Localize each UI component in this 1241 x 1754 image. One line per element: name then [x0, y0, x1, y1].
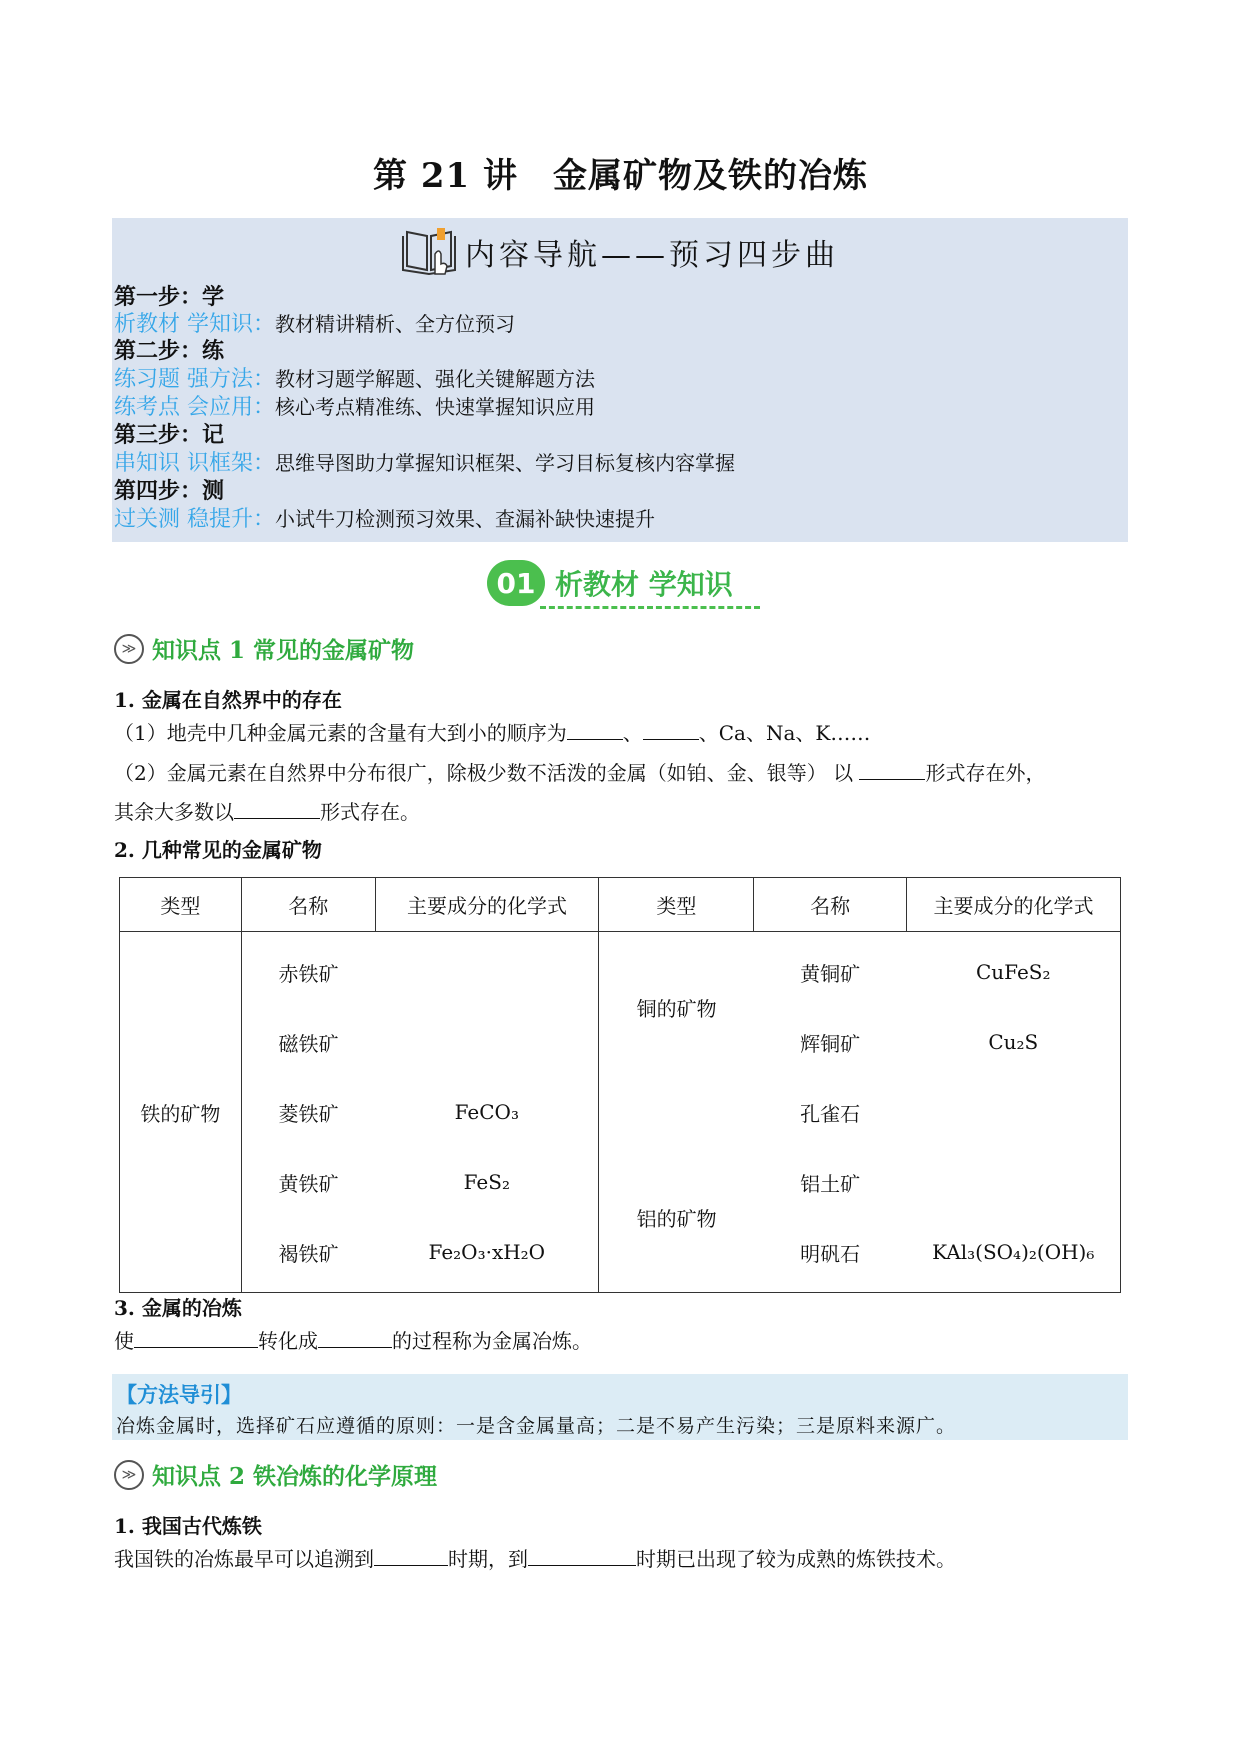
iron-formulas-cell: FeCO₃ FeS₂ Fe₂O₃·xH₂O — [375, 932, 599, 1293]
page-title: 第 21 讲 金属矿物及铁的冶炼 — [373, 156, 868, 196]
question-3: 使 转化成 的过程称为金属冶炼。 — [114, 1324, 592, 1358]
answer-blank[interactable] — [234, 796, 320, 819]
table-header-row — [120, 878, 1121, 932]
answer-blank[interactable] — [567, 717, 623, 740]
table-header-cell: 类型 — [120, 878, 242, 932]
minerals-table — [119, 877, 1121, 1293]
book-icon — [401, 224, 459, 280]
nav-heading — [112, 222, 1128, 282]
answer-blank[interactable] — [643, 717, 699, 740]
answer-blank[interactable] — [374, 1543, 448, 1566]
right-names-cell: 黄铜矿 辉铜矿 孔雀石 铝土矿 明矾石 — [754, 932, 907, 1293]
answer-blank[interactable] — [134, 1325, 258, 1348]
knowledge-point-1-title: 知识点 1 常见的金属矿物 — [152, 637, 415, 664]
answer-blank[interactable] — [528, 1543, 636, 1566]
heading-smelting: 3. 金属的冶炼 — [114, 1296, 242, 1320]
method-tip-text: 冶炼金属时，选择矿石应遵循的原则：一是含金属量高；二是不易产生污染；三是原料来源广。 — [116, 1415, 957, 1437]
nav-heading-text: 内容导航——预习四步曲 — [465, 238, 839, 273]
step-4-title: 第四步：测 — [114, 478, 225, 504]
arrow-circle-icon: ≫ — [114, 634, 144, 664]
answer-blank[interactable] — [318, 1325, 392, 1348]
table-header-cell: 名称 — [754, 878, 907, 932]
step-1-title: 第一步：学 — [114, 284, 225, 310]
step-3-title: 第三步：记 — [114, 422, 225, 448]
section-header — [487, 558, 757, 608]
knowledge-point-2-title: 知识点 2 铁冶炼的化学原理 — [152, 1463, 438, 1490]
heading-metal-existence: 1. 金属在自然界中的存在 — [114, 688, 342, 712]
question-2-line-1: （2）金属元素在自然界中分布很广，除极少数不活泼的金属（如铂、金、银等） 以 形式存在外， — [114, 756, 1045, 790]
section-title: 析教材 学知识 — [555, 568, 733, 601]
question-2-line-2: 其余大多数以 形式存在。 — [114, 795, 420, 829]
step-4-item: 过关测 稳提升：小试牛刀检测预习效果、查漏补缺快速提升 — [114, 507, 655, 532]
section-underline — [540, 606, 760, 609]
method-tip-title: 【方法导引】 — [116, 1382, 242, 1407]
heading-ancient-iron: 1. 我国古代炼铁 — [114, 1514, 262, 1538]
heading-common-ores: 2. 几种常见的金属矿物 — [114, 838, 322, 862]
step-2-item-1: 练习题 强方法：教材习题学解题、强化关键解题方法 — [114, 367, 595, 392]
question-1: （1）地壳中几种金属元素的含量有大到小的顺序为 、 、Ca、Na、K…… — [114, 716, 870, 750]
table-header-cell: 主要成分的化学式 — [375, 878, 599, 932]
step-3-item: 串知识 识框架：思维导图助力掌握知识框架、学习目标复核内容掌握 — [114, 451, 735, 476]
table-header-cell: 类型 — [599, 878, 754, 932]
arrow-circle-icon: ≫ — [114, 1460, 144, 1490]
copper-aluminum-type-cell: 铜的矿物 铝的矿物 — [599, 932, 754, 1293]
answer-blank[interactable] — [859, 757, 925, 780]
section-number-badge: 01 — [487, 560, 545, 606]
knowledge-point-2-header — [114, 1458, 437, 1491]
iron-names-cell: 赤铁矿 磁铁矿 菱铁矿 黄铁矿 褐铁矿 — [241, 932, 375, 1293]
right-formulas-cell: CuFeS₂ Cu₂S KAl₃(SO₄)₂(OH)₆ — [907, 932, 1121, 1293]
question-4: 我国铁的冶炼最早可以追溯到 时期，到 时期已出现了较为成熟的炼铁技术。 — [114, 1542, 956, 1576]
iron-type-cell: 铁的矿物 — [120, 932, 242, 1293]
table-header-cell: 主要成分的化学式 — [907, 878, 1121, 932]
knowledge-point-1-header — [114, 632, 414, 665]
table-row — [120, 932, 1121, 1293]
step-1-item: 析教材 学知识：教材精讲精析、全方位预习 — [114, 312, 515, 337]
step-2-title: 第二步：练 — [114, 338, 225, 364]
step-2-item-2: 练考点 会应用：核心考点精准练、快速掌握知识应用 — [114, 395, 595, 420]
table-header-cell: 名称 — [241, 878, 375, 932]
